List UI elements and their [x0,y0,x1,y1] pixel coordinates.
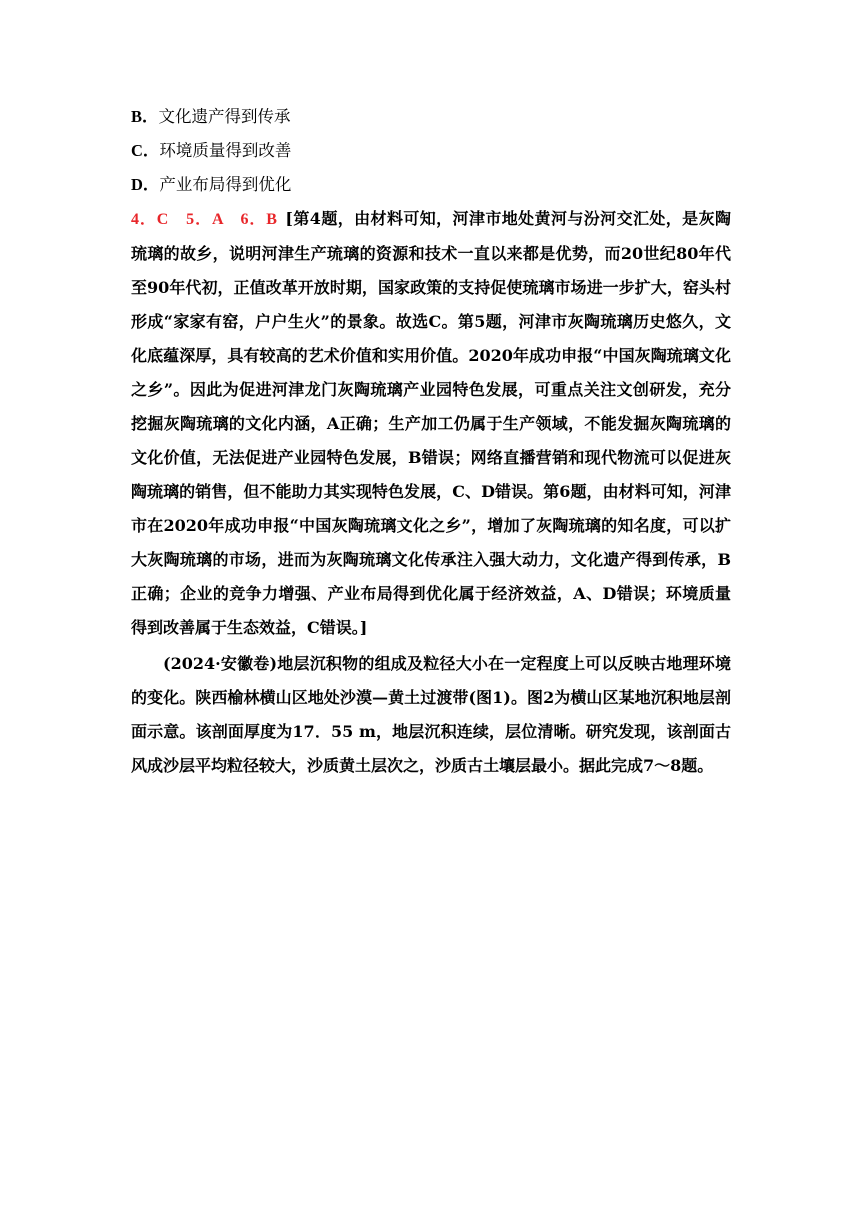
option-letter: B． [131,107,159,126]
material-text: 地层沉积物的组成及粒径大小在一定程度上可以反映古地理环境的变化。陕西榆林横山区地处沙漠—黄土过渡带(图1)。图2为横山区某地沉积地层剖面示意。该剖面厚度为17．55 m，地层沉积连续，层位清晰。研究发现，该剖面古风成沙层平均粒径较大，沙质黄土层次之，沙质古土壤层最小。据此完成7～8题。 [131,654,731,775]
option-c [131,134,731,168]
document-page [131,100,731,783]
option-b [131,100,731,134]
explanation-text: [第4题，由材料可知，河津市地处黄河与汾河交汇处，是灰陶琉璃的故乡，说明河津生产琉璃的资源和技术一直以来都是优势，而20世纪80年代至90年代初，正值改革开放时期，国家政策的支持促使琉璃市场进一步扩大，窑头村形成“家家有窑，户户生火”的景象。故选C。第5题，河津市灰陶琉璃历史悠久，文化底蕴深厚，具有较高的艺术价值和实用价值。2020年成功申报“中国灰陶琉璃文化之乡”。因此为促进河津龙门灰陶琉璃产业园特色发展，可重点关注文创研发，充分挖掘灰陶琉璃的文化内涵，A正确；生产加工仍属于生产领域，不能发掘灰陶琉璃的文化价值，无法促进产业园特色发展，B错误；网络直播营销和现代物流可以促进灰陶琉璃的销售，但不能助力其实现特色发展，C、D错误。第6题，由材料可知，河津市在2020年成功申报“中国灰陶琉璃文化之乡”，增加了灰陶琉璃的知名度，可以扩大灰陶琉璃的市场，进而为灰陶琉璃文化传承注入强大动力，文化遗产得到传承，B正确；企业的竞争力增强、产业布局得到优化属于经济效益，A、D错误；环境质量得到改善属于生态效益，C错误。] [131,209,731,637]
option-letter: C． [131,141,160,160]
option-text: 文化遗产得到传承 [158,107,291,126]
option-text: 产业布局得到优化 [159,175,292,194]
material-source: (2024·安徽卷) [163,654,278,673]
answer-key: 4．C 5．A 6．B [131,211,278,228]
option-letter: D． [131,175,160,194]
option-d [131,168,731,202]
question-material [131,647,731,783]
answer-explanation [131,202,731,645]
option-text: 环境质量得到改善 [159,141,292,160]
